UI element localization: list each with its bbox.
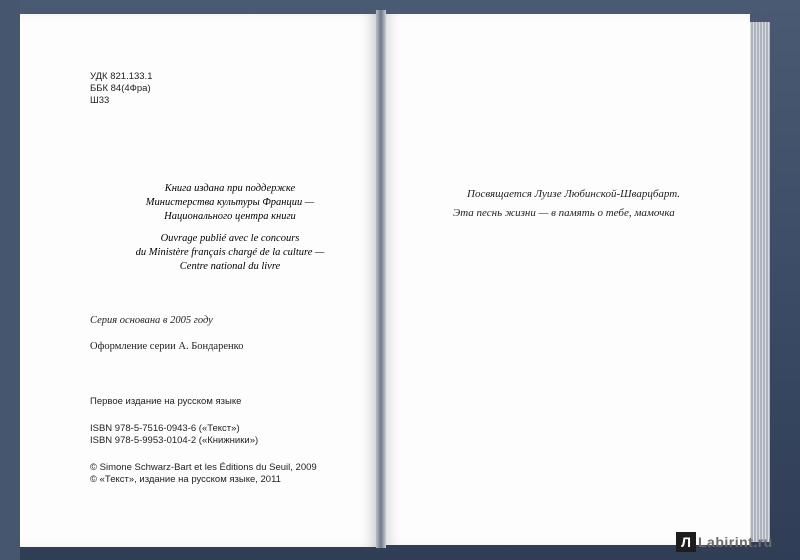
book-spine-gutter	[376, 10, 386, 548]
copyright-line: © Simone Schwarz-Bart et les Éditions du Seuil, 2009	[90, 462, 317, 473]
support-ru-line: Национального центра книги	[164, 211, 296, 222]
support-ru-line: Министерства культуры Франции —	[145, 197, 315, 208]
left-page	[20, 14, 376, 547]
copyright-line: © «Текст», издание на русском языке, 2011	[90, 474, 281, 485]
support-ru-block	[110, 182, 350, 224]
isbn-line: ISBN 978-5-9953-0104-2 («Книжники»)	[90, 435, 259, 446]
cover-edge	[0, 0, 20, 560]
support-fr-line: du Ministère français chargé de la culture —	[135, 247, 325, 258]
bbk-code: ББК 84(4Фра)	[90, 83, 151, 94]
support-fr-line: Ouvrage publié avec le concours	[160, 233, 300, 244]
udk-code: УДК 821.133.1	[90, 71, 153, 82]
dedication-line: Посвящается Луизе Любинской-Шварцбарт.	[467, 188, 681, 200]
watermark-text: Labirint.ru	[698, 534, 773, 550]
right-page	[386, 14, 750, 545]
first-edition-note: Первое издание на русском языке	[90, 396, 242, 407]
isbn-line: ISBN 978-5-7516-0943-6 («Текст»)	[90, 423, 240, 434]
support-fr-line: Centre national du livre	[179, 261, 281, 272]
labirint-logo-icon: Л	[676, 532, 696, 552]
watermark-logo	[676, 532, 796, 554]
support-ru-line: Книга издана при поддержке	[164, 183, 296, 194]
dedication-line: Эта песнь жизни — в память о тебе, мамочка	[453, 207, 675, 219]
author-code: Ш33	[90, 95, 110, 106]
page-edges	[750, 22, 770, 542]
series-founded: Серия основана в 2005 году	[90, 315, 213, 326]
support-fr-block	[110, 232, 350, 274]
series-design: Оформление серии А. Бондаренко	[90, 341, 244, 352]
